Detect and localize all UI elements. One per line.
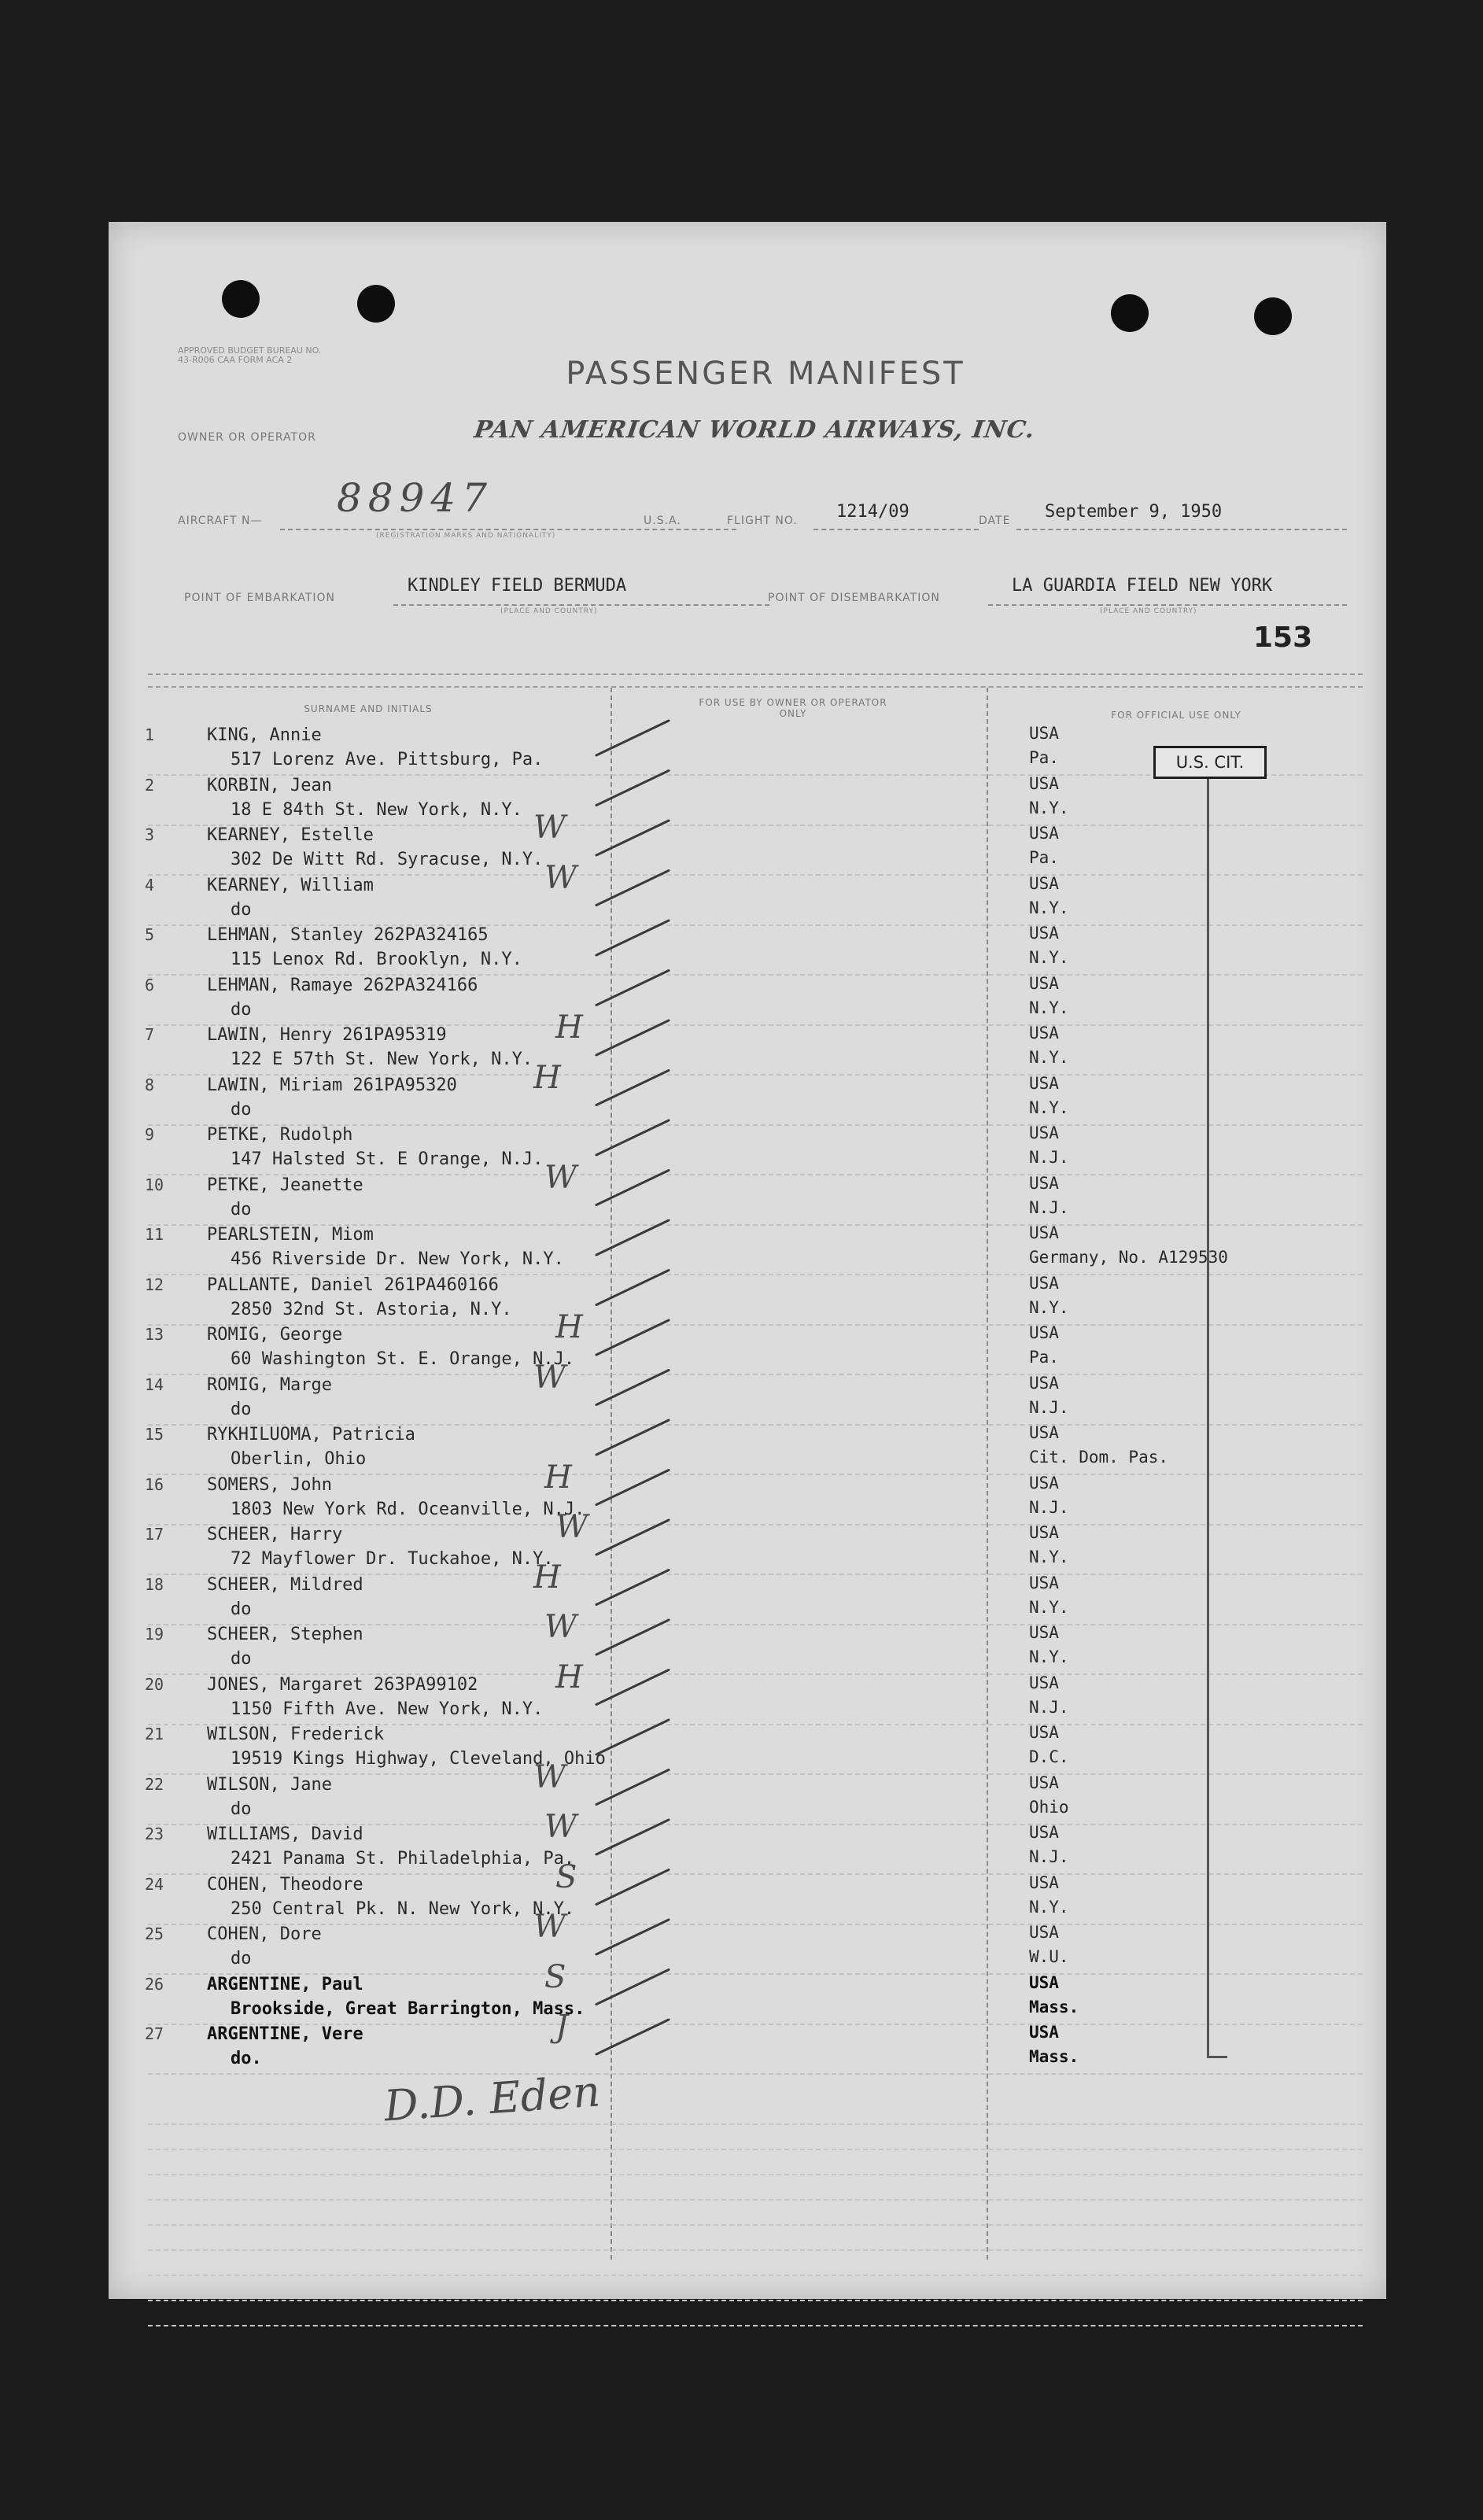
aircraft-value: 88947: [337, 475, 494, 521]
check-mark: [596, 1420, 669, 1455]
row-number: 23: [145, 1825, 164, 1843]
passenger-name: PALLANTE, Daniel 261PA460166: [207, 1275, 499, 1295]
handwritten-mark: J: [555, 2009, 569, 2045]
passenger-name: KORBIN, Jean: [207, 775, 332, 795]
passenger-address: 1150 Fifth Ave. New York, N.Y.: [231, 1699, 544, 1719]
check-mark: [596, 1071, 669, 1105]
handwritten-mark: S: [544, 1958, 566, 1995]
disembarkation-label: POINT OF DISEMBARKATION: [768, 592, 940, 604]
passenger-address: 19519 Kings Highway, Cleveland, Ohio: [231, 1749, 606, 1769]
official-nationality: USA: [1029, 824, 1059, 843]
passenger-name: LAWIN, Henry 261PA95319: [207, 1025, 447, 1045]
official-residence: Germany, No. A129530: [1029, 1248, 1228, 1267]
handwritten-mark: H: [555, 1658, 583, 1695]
column-surname: SURNAME AND INITIALS: [304, 703, 433, 714]
handwritten-mark: H: [533, 1059, 561, 1096]
passenger-name: WILLIAMS, David: [207, 1825, 363, 1844]
row-number: 14: [145, 1374, 164, 1394]
handwritten-mark: W: [533, 810, 566, 846]
check-marks: [109, 222, 1386, 2299]
official-residence: N.Y.: [1029, 1048, 1069, 1067]
row-number: 13: [145, 1325, 164, 1344]
passenger-name: WILSON, Frederick: [207, 1725, 385, 1744]
row-number: 12: [145, 1275, 164, 1294]
passenger-address: 517 Lorenz Ave. Pittsburg, Pa.: [231, 750, 544, 769]
official-nationality: USA: [1029, 1024, 1059, 1042]
passenger-name: SCHEER, Harry: [207, 1525, 343, 1544]
page-title: PASSENGER MANIFEST: [566, 356, 965, 392]
passenger-address: Oberlin, Ohio: [231, 1449, 367, 1469]
passenger-address: 250 Central Pk. N. New York, N.Y.: [231, 1898, 575, 1919]
passenger-name: ARGENTINE, Paul: [207, 1974, 363, 1994]
passenger-name: SOMERS, John: [207, 1474, 332, 1495]
manifest-page: [109, 222, 1386, 2299]
page-number: 153: [1253, 622, 1313, 654]
official-nationality: USA: [1029, 1073, 1059, 1093]
flight-label: FLIGHT NO.: [727, 515, 798, 527]
official-residence: N.Y.: [1029, 798, 1069, 817]
official-residence: N.Y.: [1029, 1897, 1069, 1917]
handwritten-mark: W: [533, 1758, 566, 1795]
official-nationality: USA: [1029, 724, 1059, 743]
official-residence: N.J.: [1029, 1497, 1069, 1517]
check-mark: [596, 1220, 669, 1255]
official-nationality: USA: [1029, 1523, 1059, 1542]
official-residence: W.U.: [1029, 1947, 1069, 1966]
row-number: 24: [145, 1874, 164, 1894]
check-mark: [596, 921, 669, 955]
check-mark: [596, 1020, 669, 1055]
passenger-name: ARGENTINE, Vere: [207, 2024, 363, 2044]
column-official-use: FOR OFFICIAL USE ONLY: [1111, 710, 1241, 721]
official-residence: Pa.: [1029, 848, 1059, 867]
check-mark: [596, 1171, 669, 1205]
check-mark: [596, 1770, 669, 1805]
passenger-address: 456 Riverside Dr. New York, N.Y.: [231, 1249, 564, 1269]
official-nationality: USA: [1029, 1173, 1059, 1193]
passenger-address: do: [231, 1649, 252, 1669]
handwritten-mark: W: [555, 1509, 588, 1545]
passenger-address: Brookside, Great Barrington, Mass.: [231, 1998, 585, 2019]
check-mark: [596, 871, 669, 906]
flight-value: 1214/09: [836, 502, 909, 522]
official-residence: Ohio: [1029, 1797, 1069, 1817]
row-number: 10: [145, 1175, 164, 1194]
official-residence: Cit. Dom. Pas.: [1029, 1448, 1169, 1467]
row-number: 4: [145, 875, 155, 895]
disembarkation-value: LA GUARDIA FIELD NEW YORK: [1012, 576, 1273, 596]
passenger-address: 122 E 57th St. New York, N.Y.: [231, 1050, 533, 1069]
passenger-name: RYKHILUOMA, Patricia: [207, 1425, 415, 1444]
handwritten-mark: W: [544, 1159, 577, 1196]
official-residence: N.Y.: [1029, 1597, 1069, 1617]
official-nationality: USA: [1029, 2023, 1059, 2042]
official-nationality: USA: [1029, 1923, 1059, 1942]
official-residence: N.J.: [1029, 1197, 1069, 1217]
official-nationality: USA: [1029, 1323, 1059, 1342]
handwritten-mark: H: [555, 1309, 583, 1345]
row-number: 18: [145, 1574, 164, 1594]
row-number: 15: [145, 1425, 164, 1444]
passenger-address: 72 Mayflower Dr. Tuckahoe, N.Y.: [231, 1549, 554, 1569]
passenger-address: do: [231, 1949, 252, 1968]
row-number: 5: [145, 925, 155, 944]
passenger-address: 18 E 84th St. New York, N.Y.: [231, 799, 522, 820]
passenger-address: 147 Halsted St. E Orange, N.J.: [231, 1149, 544, 1169]
passenger-name: KEARNEY, Estelle: [207, 825, 374, 845]
handwritten-mark: W: [544, 1809, 577, 1845]
passenger-address: 2850 32nd St. Astoria, N.Y.: [231, 1299, 512, 1319]
check-mark: [596, 1120, 669, 1155]
official-residence: N.Y.: [1029, 1647, 1069, 1666]
check-mark: [596, 1320, 669, 1355]
check-mark: [596, 1720, 669, 1754]
handwritten-mark: W: [533, 1909, 566, 1945]
passenger-name: WILSON, Jane: [207, 1774, 332, 1795]
disembarkation-sub: (PLACE AND COUNTRY): [1100, 607, 1197, 615]
check-mark: [596, 721, 669, 755]
official-nationality: USA: [1029, 1123, 1059, 1142]
check-mark: [596, 1670, 669, 1705]
passenger-name: PEARLSTEIN, Miom: [207, 1225, 374, 1245]
passenger-name: PETKE, Rudolph: [207, 1125, 353, 1145]
passenger-name: COHEN, Dore: [207, 1924, 322, 1944]
passenger-address: do: [231, 1099, 252, 1120]
handwritten-mark: H: [544, 1459, 572, 1496]
handwritten-mark: W: [533, 1359, 566, 1396]
passenger-address: 2421 Panama St. Philadelphia, Pa.: [231, 1849, 575, 1869]
check-mark: [596, 1920, 669, 1954]
passenger-address: do.: [231, 2049, 262, 2068]
embarkation-value: KINDLEY FIELD BERMUDA: [408, 576, 627, 596]
official-nationality: USA: [1029, 1473, 1059, 1492]
check-mark: [596, 1271, 669, 1305]
operator-name: PAN AMERICAN WORLD AIRWAYS, INC.: [472, 416, 1037, 444]
date-value: September 9, 1950: [1045, 502, 1223, 522]
check-mark: [596, 1620, 669, 1655]
check-mark: [596, 821, 669, 855]
passenger-address: 1803 New York Rd. Oceanville, N.J.: [231, 1499, 585, 1519]
official-nationality: USA: [1029, 1423, 1059, 1442]
signature: D.D. Eden: [382, 2066, 602, 2131]
passenger-address: 302 De Witt Rd. Syracuse, N.Y.: [231, 850, 544, 869]
row-number: 26: [145, 1974, 164, 1994]
passenger-address: do: [231, 1199, 252, 1219]
official-residence: N.J.: [1029, 1697, 1069, 1717]
row-number: 7: [145, 1025, 155, 1044]
official-residence: N.Y.: [1029, 998, 1069, 1017]
passenger-name: PETKE, Jeanette: [207, 1175, 363, 1195]
check-mark: [596, 1371, 669, 1405]
official-nationality: USA: [1029, 924, 1059, 943]
approved-note: APPROVED BUDGET BUREAU NO. 43-R006 CAA FORM ACA 2: [178, 345, 322, 365]
passenger-name: KING, Annie: [207, 725, 322, 745]
official-residence: N.J.: [1029, 1397, 1069, 1417]
handwritten-mark: W: [544, 859, 577, 896]
check-mark: [596, 1520, 669, 1555]
check-mark: [596, 1970, 669, 2005]
official-residence: N.Y.: [1029, 948, 1069, 967]
official-nationality: USA: [1029, 1723, 1059, 1742]
official-residence: N.Y.: [1029, 898, 1069, 917]
row-number: 21: [145, 1725, 164, 1743]
date-label: DATE: [979, 515, 1011, 527]
row-number: 25: [145, 1924, 164, 1943]
handwritten-mark: S: [555, 1858, 577, 1895]
row-number: 6: [145, 975, 155, 994]
row-number: 2: [145, 775, 155, 795]
official-residence: Pa.: [1029, 1348, 1059, 1367]
official-nationality: USA: [1029, 1223, 1059, 1242]
passenger-name: LEHMAN, Ramaye 262PA324166: [207, 975, 478, 995]
check-mark: [596, 771, 669, 806]
passenger-name: SCHEER, Mildred: [207, 1574, 363, 1595]
official-residence: N.J.: [1029, 1847, 1069, 1866]
check-mark: [596, 1570, 669, 1605]
official-nationality: USA: [1029, 1623, 1059, 1642]
embarkation-label: POINT OF EMBARKATION: [184, 592, 336, 604]
official-nationality: USA: [1029, 1673, 1059, 1692]
column-owner-use: FOR USE BY OWNER OR OPERATOR ONLY: [699, 697, 887, 719]
passenger-address: do: [231, 899, 252, 920]
passenger-name: LAWIN, Miriam 261PA95320: [207, 1075, 457, 1095]
passenger-address: 60 Washington St. E. Orange, N.J.: [231, 1349, 575, 1369]
official-nationality: USA: [1029, 973, 1059, 993]
official-nationality: USA: [1029, 1872, 1059, 1892]
official-residence: Pa.: [1029, 748, 1059, 767]
check-mark: [596, 1470, 669, 1505]
aircraft-label: AIRCRAFT N—: [178, 515, 263, 527]
check-mark: [596, 1820, 669, 1854]
check-mark: [596, 971, 669, 1005]
official-nationality: USA: [1029, 1273, 1059, 1293]
official-nationality: USA: [1029, 773, 1059, 793]
passenger-name: ROMIG, George: [207, 1325, 343, 1345]
official-residence: N.J.: [1029, 1148, 1069, 1167]
row-number: 8: [145, 1075, 155, 1094]
passenger-name: SCHEER, Stephen: [207, 1625, 363, 1644]
aircraft-sub: (REGISTRATION MARKS AND NATIONALITY): [376, 532, 556, 540]
check-mark: [596, 2020, 669, 2054]
handwritten-mark: W: [544, 1609, 577, 1645]
usa-label: U.S.A.: [644, 515, 681, 527]
row-number: 19: [145, 1625, 164, 1644]
embarkation-sub: (PLACE AND COUNTRY): [500, 607, 598, 615]
row-number: 22: [145, 1774, 164, 1794]
official-nationality: USA: [1029, 1823, 1059, 1842]
row-number: 27: [145, 2024, 164, 2043]
official-nationality: USA: [1029, 873, 1059, 893]
official-residence: N.Y.: [1029, 1548, 1069, 1566]
official-residence: Mass.: [1029, 2047, 1079, 2066]
official-residence: N.Y.: [1029, 1297, 1069, 1317]
check-mark: [596, 1870, 669, 1905]
passenger-name: KEARNEY, William: [207, 875, 374, 895]
us-citizen-stamp: U.S. CIT.: [1153, 746, 1267, 779]
official-nationality: USA: [1029, 1573, 1059, 1592]
row-number: 17: [145, 1525, 164, 1544]
passenger-address: do: [231, 1599, 252, 1619]
row-number: 3: [145, 825, 155, 844]
handwritten-mark: H: [533, 1559, 561, 1596]
owner-label: OWNER OR OPERATOR: [178, 431, 316, 444]
passenger-address: do: [231, 1799, 252, 1819]
passenger-address: 115 Lenox Rd. Brooklyn, N.Y.: [231, 950, 522, 969]
official-residence: Mass.: [1029, 1997, 1079, 2016]
official-residence: N.Y.: [1029, 1098, 1069, 1117]
row-number: 16: [145, 1474, 164, 1494]
official-residence: D.C.: [1029, 1747, 1069, 1766]
row-number: 20: [145, 1674, 164, 1694]
official-nationality: USA: [1029, 1773, 1059, 1792]
row-number: 11: [145, 1225, 164, 1244]
passenger-address: do: [231, 1399, 252, 1419]
official-nationality: USA: [1029, 1972, 1059, 1992]
passenger-name: JONES, Margaret 263PA99102: [207, 1674, 478, 1695]
official-nationality: USA: [1029, 1373, 1059, 1393]
passenger-name: LEHMAN, Stanley 262PA324165: [207, 925, 489, 945]
passenger-name: COHEN, Theodore: [207, 1874, 363, 1895]
handwritten-mark: H: [555, 1009, 583, 1046]
passenger-address: do: [231, 999, 252, 1020]
row-number: 9: [145, 1125, 155, 1144]
passenger-name: ROMIG, Marge: [207, 1374, 332, 1395]
row-number: 1: [145, 725, 155, 744]
